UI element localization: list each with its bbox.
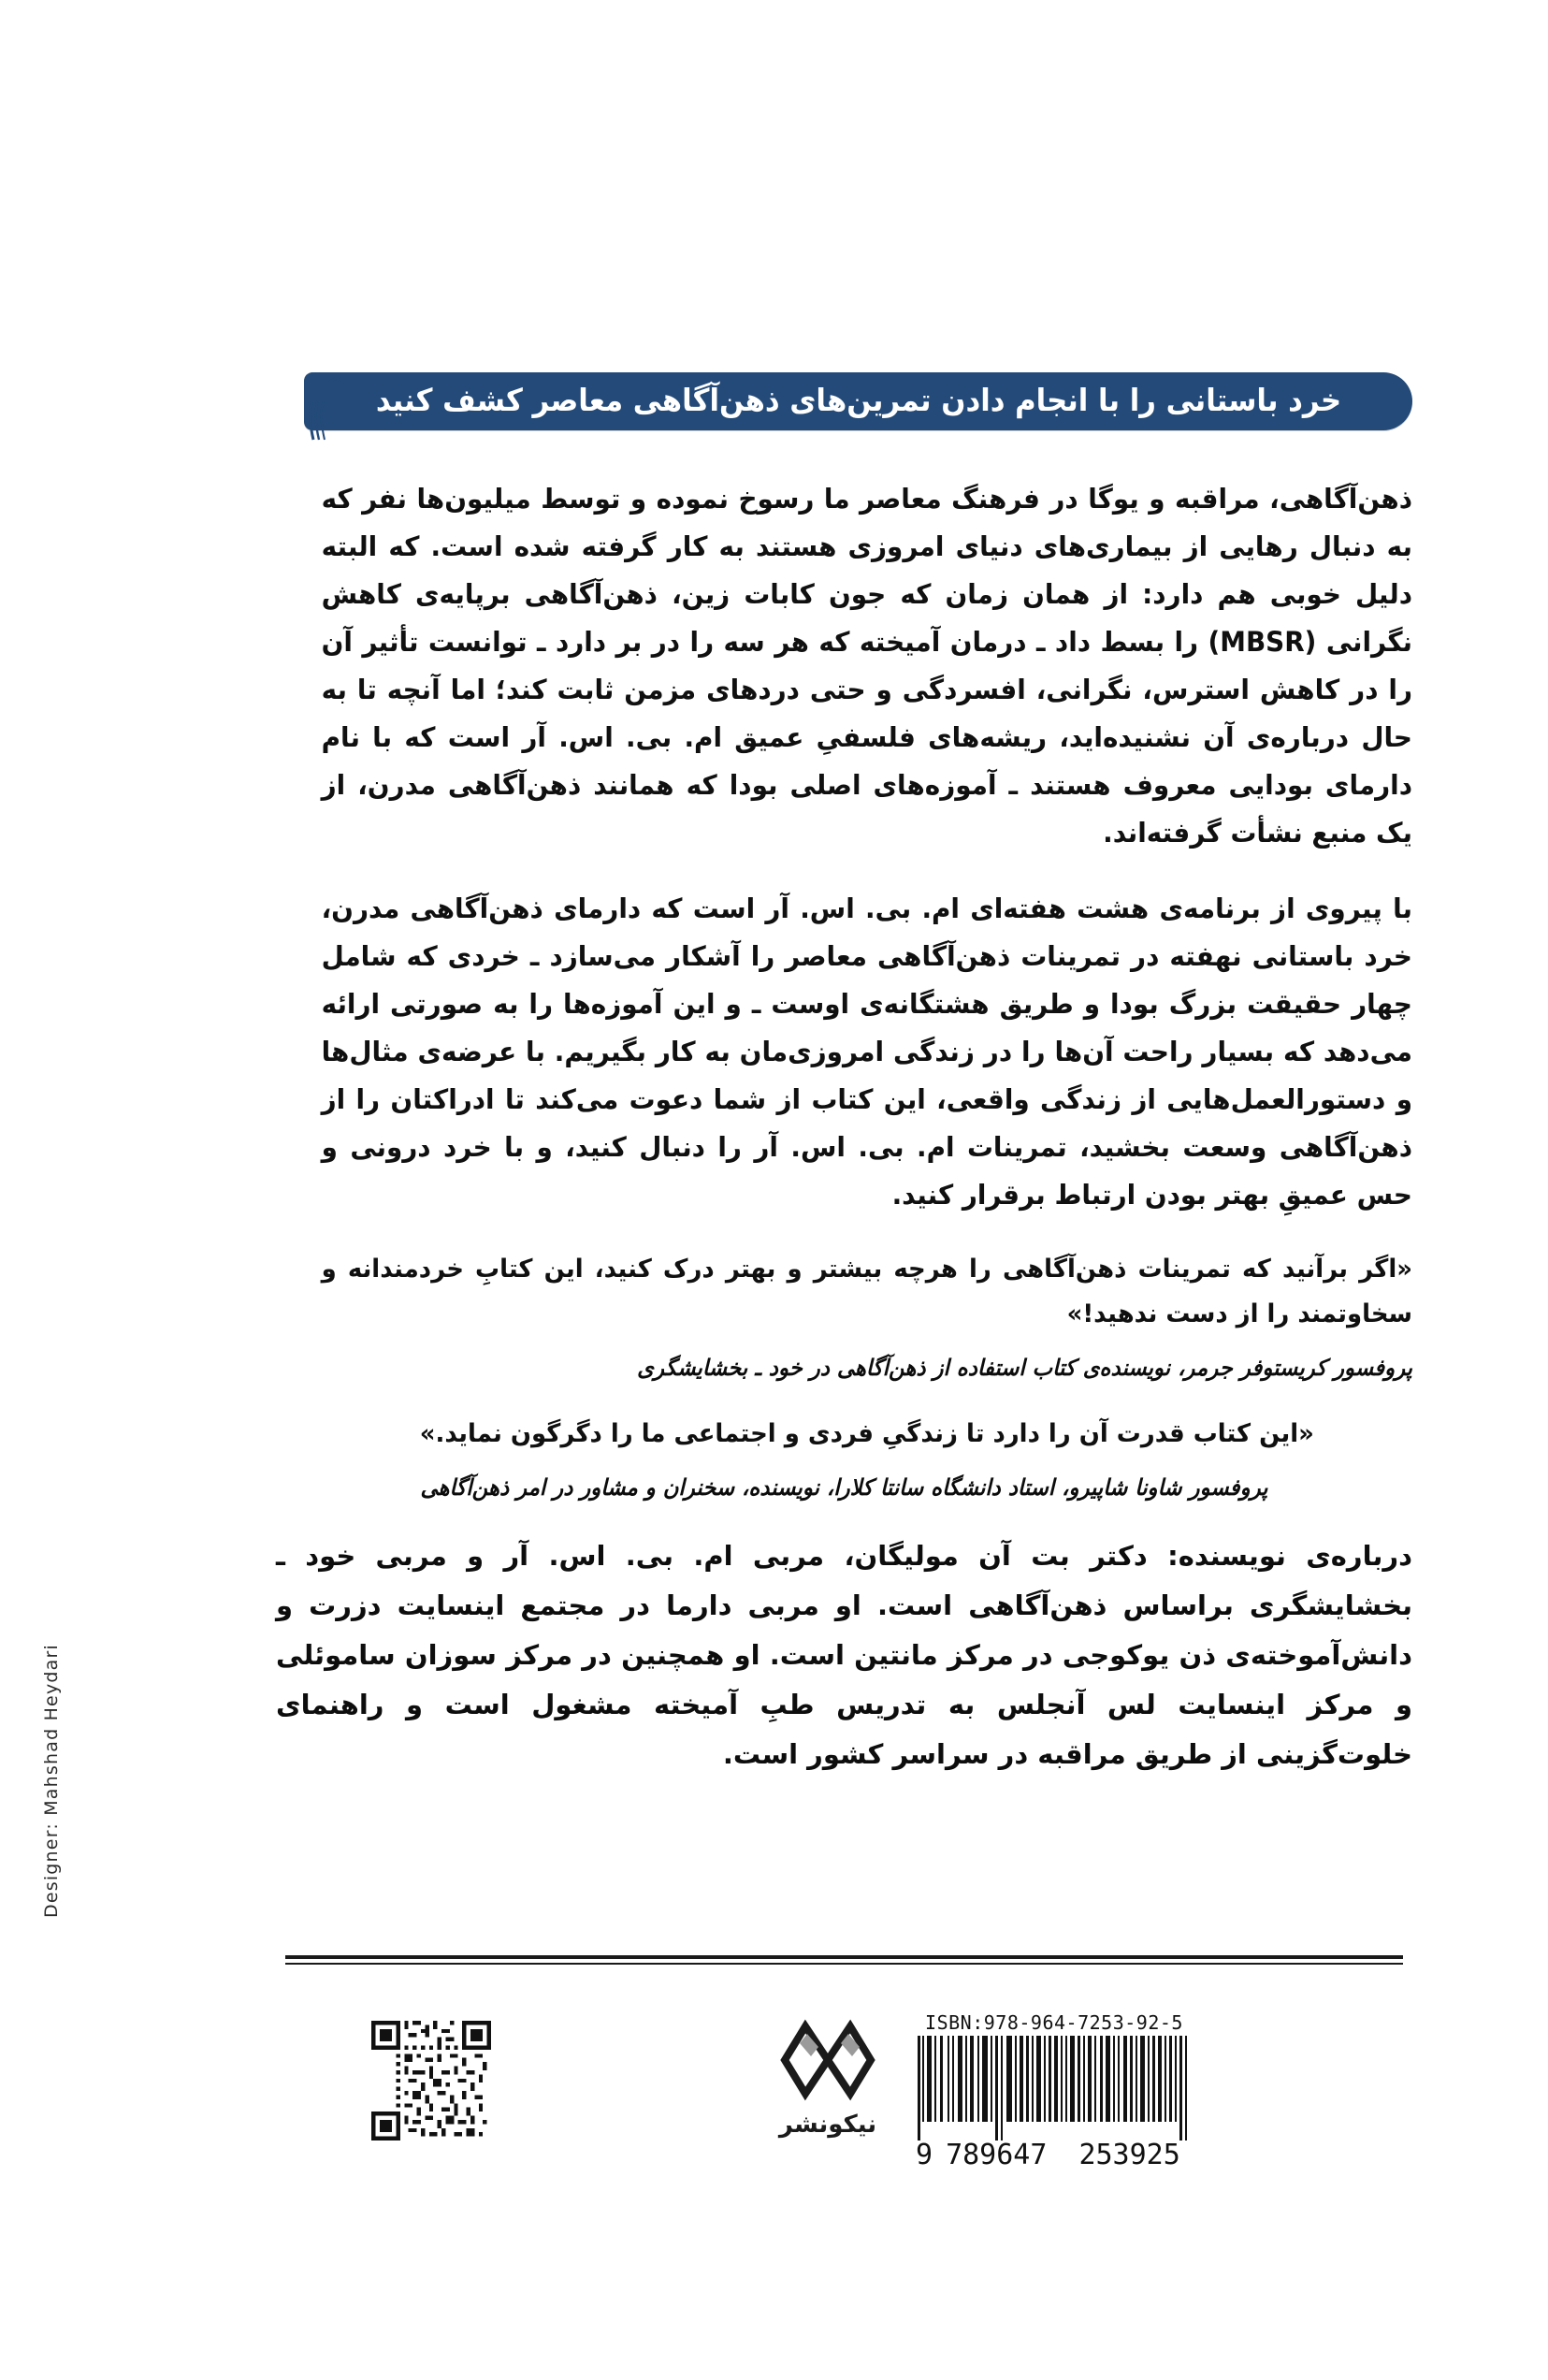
qr-code-icon[interactable] xyxy=(371,2021,491,2141)
footer-row xyxy=(285,2011,1403,2189)
isbn-text: ISBN:978-964-7253-92-5 xyxy=(925,2011,1183,2034)
publisher-mark-icon xyxy=(779,2019,876,2109)
designer-credit: Designer: Mahshad Heydari xyxy=(41,1644,62,1918)
publisher-name: نیکونشر xyxy=(778,2111,877,2139)
headline-text: خرد باستانی را با انجام دادن تمرین‌های ذهن‌آگاهی معاصر کشف کنید xyxy=(375,382,1341,418)
intro-paragraph-2: با پیروی از برنامه‌ی هشت هفته‌ای ام. بی. اس. آر است که دارمای ذهن‌آگاهی مدرن، خرد باستانی نهفته در تمرینات ذهن‌آگاهی معاصر را آشکار می‌سازد ـ خردی که شامل چهار حقیقت بزرگ بودا و طریق هشتگانه‌ی اوست ـ و این آموزه‌ها را به صورتی ارائه می‌دهد که بسیار راحت آن‌ها را در زندگی امروزی‌مان به کار بگیریم. با عرضه‌ی مثال‌ها و دستورالعمل‌هایی از زندگی واقعی، این کتاب از شما دعوت می‌کند تا ادراکتان را از ذهن‌آگاهی وسعت بخشید، تمرینات ام. بی. اس. آر را دنبال کنید، و با خرد درونی و حس عمیقِ بهتر بودن ارتباط برقرار کنید. xyxy=(321,892,1412,1211)
barcode-digit-right: 253925 xyxy=(1078,2139,1180,2171)
headline-banner xyxy=(304,372,1412,430)
endorsement-quote-1: «اگر برآنید که تمرینات ذهن‌آگاهی را هرچه بیشتر و بهتر درک کنید، این کتابِ خردمندانه و سخاوتمند را از دست ندهید!» xyxy=(321,1255,1412,1328)
footer-rule-thick xyxy=(285,1955,1403,1959)
intro-paragraph-1: ذهن‌آگاهی، مراقبه و یوگا در فرهنگ معاصر ما رسوخ نموده و توسط میلیون‌ها نفر که به دنبال رهایی از بیماری‌های دنیای امروزی هستند به کار گرفته شده است. که البته دلیل خوبی هم دارد: از همان زمان که جون کابات زین، ذهن‌آگاهی برپایه‌ی کاهش نگرانی (MBSR) را بسط داد ـ درمان آمیخته که هر سه را در بر دارد ـ توانست تأثیر آن را در کاهش استرس، نگرانی، افسردگی و حتی دردهای مزمن ثابت کند؛ اما آنچه تا به حال درباره‌ی آن نشنیده‌اید، ریشه‌های فلسفیِ عمیق ام. بی. اس. آر است که با نام دارمای بودایی معروف هستند ـ آموزه‌های اصلی بودا که همانند ذهن‌آگاهی مدرن، از یک منبع نشأت گرفته‌اند. xyxy=(321,483,1412,849)
footer-rule-thin xyxy=(285,1963,1403,1965)
isbn-barcode-block xyxy=(914,2011,1194,2171)
barcode-bars xyxy=(914,2036,1194,2141)
endorsement-block-2 xyxy=(276,1412,1412,1505)
about-author-body: ، مربی ام. بی. اس. آر و مربی خود ـ بخشایشگری براساس ذهن‌آگاهی است. او مربی دارما در مجتمع اینسایت دزرت و دانش‌آموخته‌ی ذن یوکوجی در مرکز مانتین است. او همچنین در مرکز سوزان ساموئلی و مرکز اینسایت لس آنجلس به تدریس طبِ آمیخته مشغول است و راهنمای خلوت‌گزینی از طریق مراقبه در سراسر کشور است. xyxy=(276,1540,1412,1770)
publisher-logo xyxy=(772,2019,884,2139)
barcode-digit-prefix: 9 xyxy=(916,2139,933,2171)
banner-swoosh-decoration xyxy=(302,376,345,442)
about-author-name: دکتر بت آن مولیگان xyxy=(854,1540,1148,1572)
endorsement-quote-2: «این کتاب قدرت آن را دارد تا زندگیِ فردی و اجتماعی ما را دگرگون نماید.» xyxy=(419,1419,1314,1448)
endorsement-attribution-1: پروفسور کریستوفر جرمر، نویسنده‌ی کتاب استفاده از ذهن‌آگاهی در خود ـ بخشایشگری xyxy=(637,1355,1412,1381)
about-author-paragraph xyxy=(276,1531,1412,1779)
endorsement-block-1 xyxy=(276,1247,1412,1386)
footer-divider xyxy=(285,1955,1403,1965)
barcode-digit-left: 789647 xyxy=(946,2139,1048,2171)
barcode-digit-row xyxy=(914,2139,1194,2171)
content-column xyxy=(276,365,1412,1779)
headline-banner-wrapper xyxy=(276,365,1412,451)
endorsement-attribution-2: پروفسور شاونا شاپیرو، استاد دانشگاه سانتا کلارا، نویسنده، سخنران و مشاور در امر ذهن‌آگاهی xyxy=(420,1474,1268,1501)
about-author-label: درباره‌ی نویسنده: xyxy=(1167,1540,1412,1572)
